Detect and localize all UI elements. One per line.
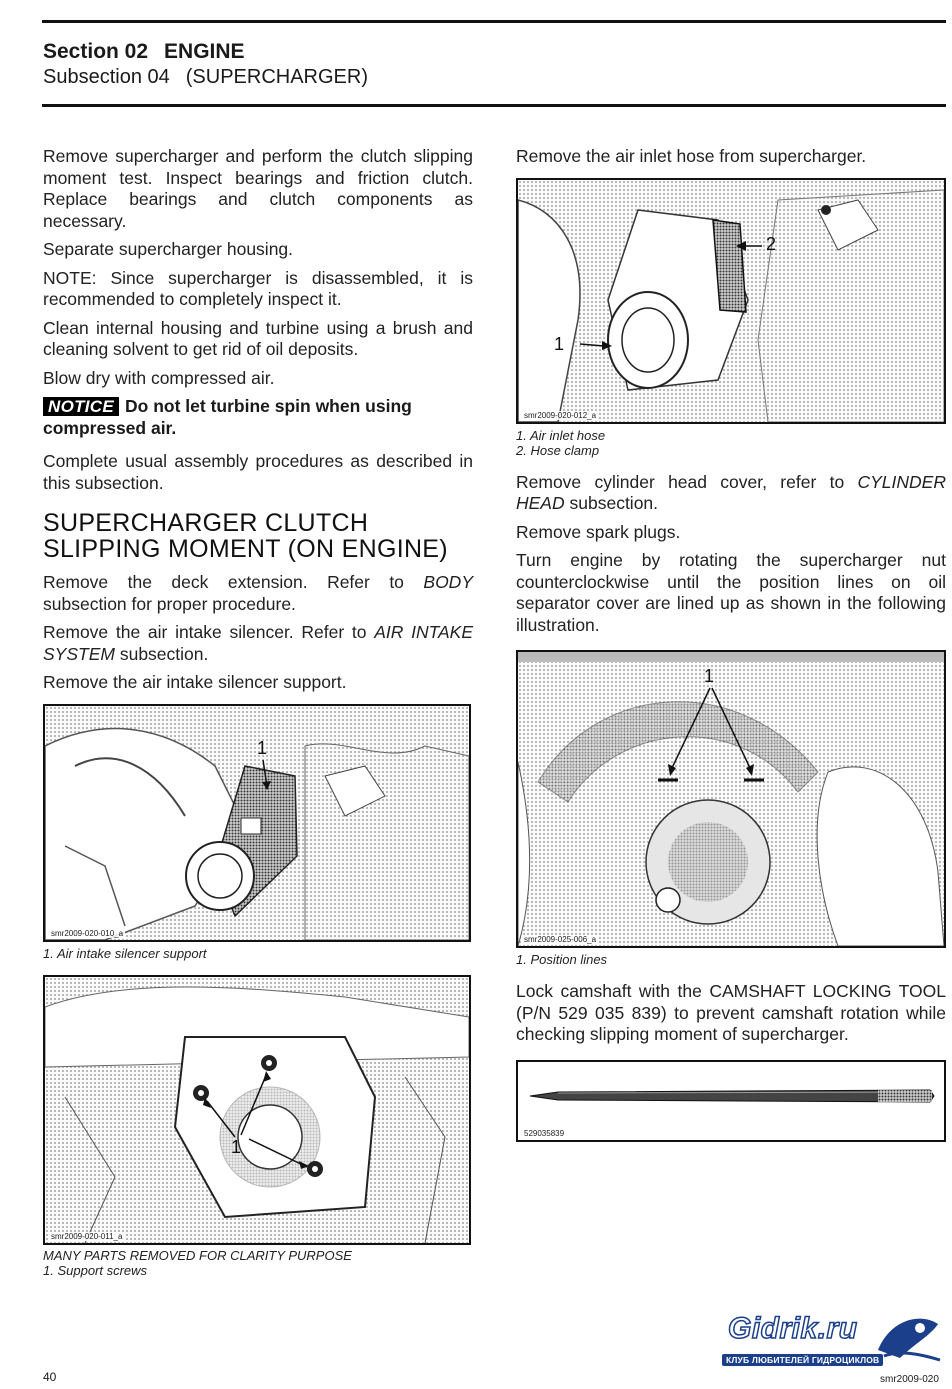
paragraph	[43, 622, 473, 665]
callout-number: 1	[257, 737, 268, 758]
figure-support-screws	[43, 975, 471, 1245]
legend-item: 1. Position lines	[516, 952, 608, 967]
paragraph: Remove the air inlet hose from supercharger.	[516, 146, 867, 166]
section-heading: SUPERCHARGER CLUTCH SLIPPING MOMENT (ON ENGINE)	[43, 509, 448, 563]
figure-caption	[516, 952, 946, 967]
callout-number: 1	[554, 333, 565, 354]
section-title: ENGINE	[164, 40, 245, 63]
subsection-title: (SUPERCHARGER)	[185, 66, 369, 88]
left-column	[43, 146, 473, 1292]
engine-photo-illustration	[518, 652, 944, 946]
note-text: Since supercharger is disassembled, it is recommended to completely inspect it.	[43, 267, 473, 309]
figure-caption	[43, 1248, 473, 1278]
cross-reference: BODY	[423, 572, 473, 592]
cross-reference: AIR INTAKE SYSTEM	[43, 622, 473, 664]
subsection-header	[43, 66, 368, 89]
text-run: subsection.	[119, 643, 209, 664]
header-top-rule	[42, 20, 946, 23]
figure-id: smr2009-020-010_a	[51, 928, 124, 938]
paragraph	[516, 472, 946, 515]
engine-photo-illustration	[45, 706, 469, 940]
watermark-logo	[716, 1306, 946, 1372]
locking-tool-illustration	[518, 1062, 944, 1140]
caption-title: MANY PARTS REMOVED FOR CLARITY PURPOSE	[43, 1247, 352, 1263]
paragraph: Remove the air intake silencer support.	[43, 672, 347, 692]
callout-number: 2	[766, 233, 777, 254]
document-id: smr2009-020	[880, 1374, 939, 1385]
paragraph: Complete usual assembly procedures as described in this subsection.	[43, 451, 473, 493]
callout-number: 1	[231, 1136, 242, 1157]
section-number: Section 02	[43, 40, 149, 63]
text-run: subsection.	[569, 493, 659, 513]
page-number: 40	[43, 1370, 57, 1384]
cross-reference: CYLINDER HEAD	[516, 471, 946, 513]
paragraph: Remove spark plugs.	[516, 521, 681, 542]
legend-item: 1. Support screws	[43, 1262, 148, 1278]
figure-air-inlet-hose	[516, 178, 946, 424]
notice-text: Do not let turbine spin when using compressed air.	[43, 396, 412, 438]
section-header	[43, 40, 245, 64]
right-column	[516, 146, 946, 1142]
paragraph: Clean internal housing and turbine using a brush and cleaning solvent to get rid of oil deposits.	[43, 317, 473, 359]
header-bottom-rule	[42, 104, 946, 107]
logo-tagline: КЛУБ ЛЮБИТЕЛЕЙ ГИДРОЦИКЛОВ	[722, 1354, 883, 1366]
legend-item: 1. Air inlet hose	[516, 427, 606, 443]
text-run: subsection for proper procedure.	[43, 593, 296, 614]
figure-id: 529035839	[524, 1128, 565, 1138]
figure-caption	[516, 428, 946, 458]
paragraph: Separate supercharger housing.	[43, 239, 294, 259]
legend-item: 1. Air intake silencer support	[43, 945, 207, 961]
figure-id: smr2009-020-012_a	[524, 410, 597, 420]
figure-silencer-support	[43, 704, 471, 942]
paragraph: Remove supercharger and perform the clutch slipping moment test. Inspect bearings and friction clutch. Replace bearings and clutch components as necessary.	[43, 146, 473, 231]
text-run: Remove cylinder head cover, refer to	[516, 471, 845, 492]
figure-id: smr2009-020-011_a	[51, 1231, 123, 1241]
callout-number: 1	[704, 666, 715, 686]
notice-block	[43, 396, 473, 439]
notice-badge: NOTICE	[43, 397, 119, 416]
figure-caption	[43, 946, 473, 961]
note-paragraph	[43, 268, 473, 311]
paragraph: Lock camshaft with the CAMSHAFT LOCKING TOOL (P/N 529 035 839) to prevent camshaft rotation while checking slipping moment of supercharger.	[516, 981, 946, 1044]
paragraph: Blow dry with compressed air.	[43, 367, 275, 388]
engine-photo-illustration	[518, 180, 944, 422]
logo-text: Gidrik.ru	[728, 1312, 858, 1345]
note-label: NOTE:	[43, 267, 97, 288]
paragraph	[43, 572, 473, 615]
figure-id: smr2009-025-006_a	[524, 935, 597, 944]
engine-photo-illustration	[45, 977, 469, 1243]
legend-item: 2. Hose clamp	[516, 442, 600, 458]
figure-camshaft-locking-tool	[516, 1060, 946, 1142]
paragraph: Turn engine by rotating the supercharger nut counterclockwise until the position lines on oil separator cover are lined up as shown in the following illustration.	[516, 550, 946, 635]
figure-position-lines	[516, 650, 946, 948]
text-run: Remove the deck extension. Refer to	[43, 572, 404, 592]
text-run: Remove the air intake silencer. Refer to	[43, 622, 367, 642]
subsection-number: Subsection 04	[43, 66, 170, 88]
